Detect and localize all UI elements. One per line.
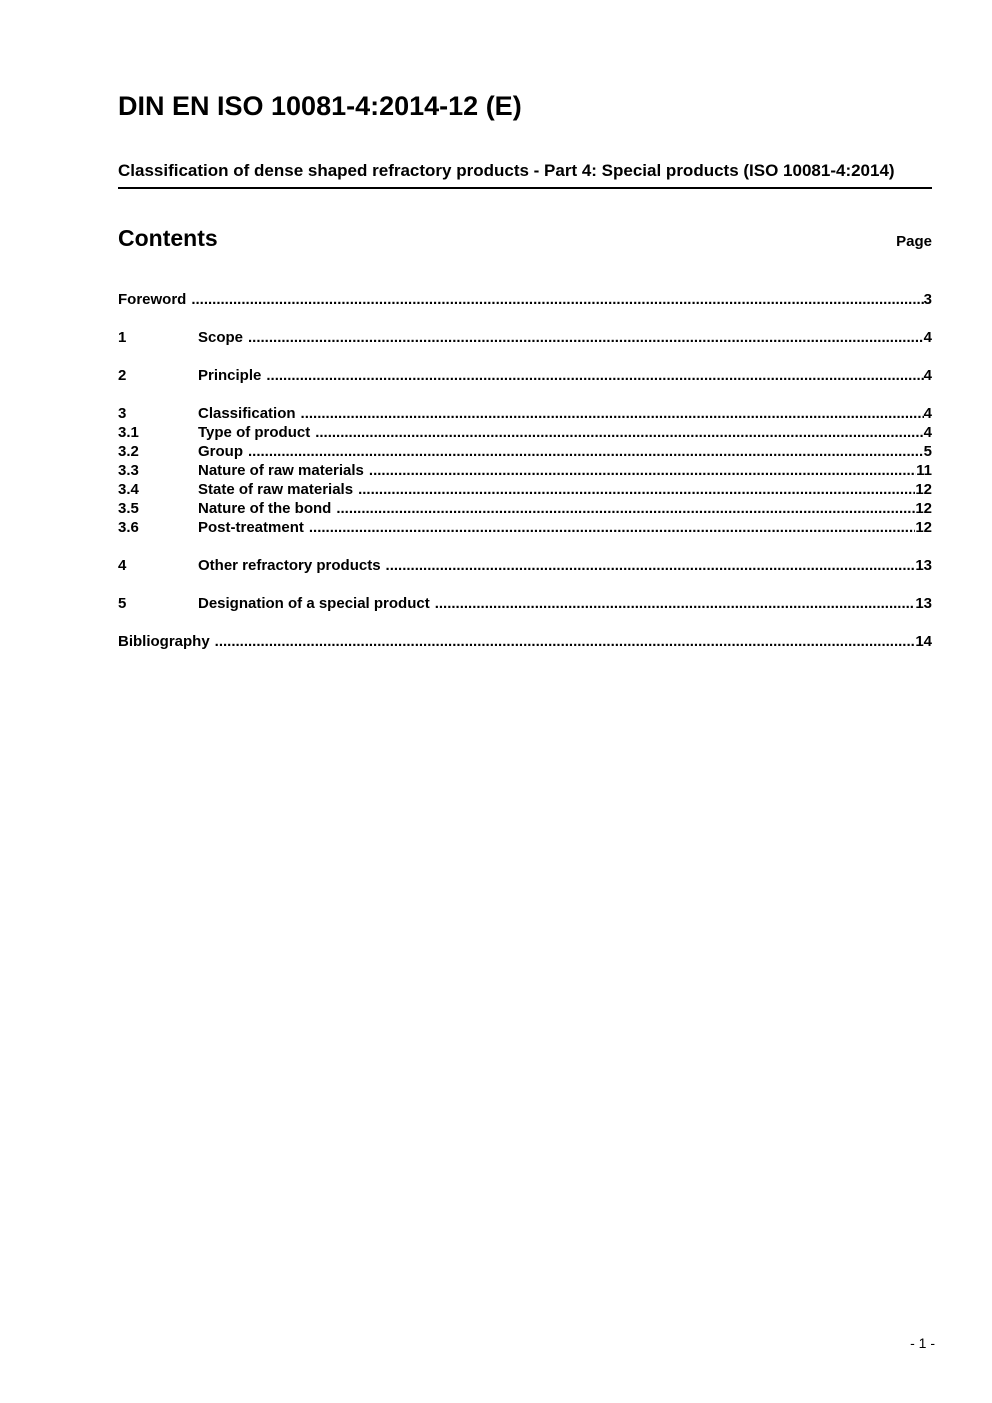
toc-entry-page: 3 (923, 291, 932, 308)
toc-entry-number: 3.6 (118, 519, 139, 536)
page-column-label: Page (896, 233, 932, 250)
document-content (118, 0, 932, 651)
toc-entry-label: Post-treatment (198, 519, 304, 536)
toc-entry-label: Principle (198, 367, 262, 384)
toc-entry (118, 632, 932, 651)
toc-entry-number: 1 (118, 329, 127, 346)
toc-entry-label: Scope (198, 329, 244, 346)
toc-entry-label: Type of product (198, 424, 311, 441)
toc-dot-leader (336, 499, 915, 518)
toc-entry-number: 3 (118, 405, 127, 422)
toc-entry (118, 366, 932, 385)
toc-entry (118, 518, 932, 537)
toc-entry-page: 12 (915, 481, 932, 498)
toc-entry (118, 423, 932, 442)
toc-entry-label: Bibliography (118, 633, 210, 650)
footer-page-number: - 1 - (910, 1335, 935, 1351)
toc-entry (118, 480, 932, 499)
toc-entry-number: 3.1 (118, 424, 139, 441)
contents-header (118, 224, 932, 252)
toc-entry (118, 556, 932, 575)
toc-entry-number: 3.2 (118, 443, 139, 460)
toc-dot-leader (215, 632, 916, 651)
document-title: DIN EN ISO 10081-4:2014-12 (E) (118, 91, 522, 121)
toc-entry-page: 4 (923, 405, 932, 422)
toc-entry-page: 5 (923, 443, 932, 460)
toc-dot-leader (248, 328, 924, 347)
toc-dot-leader (358, 480, 915, 499)
toc-dot-leader (435, 594, 916, 613)
toc-entry-number: 3.5 (118, 500, 139, 517)
toc-entry-label: State of raw materials (198, 481, 354, 498)
toc-dot-leader (248, 442, 924, 461)
toc-entry (118, 461, 932, 480)
toc-entry-page: 13 (915, 557, 932, 574)
toc-dot-leader (315, 423, 923, 442)
toc-dot-leader (301, 404, 924, 423)
toc-dot-leader (369, 461, 916, 480)
toc-entry-label: Group (198, 443, 243, 460)
toc-entry-page: 12 (915, 500, 932, 517)
toc-dot-leader (386, 556, 916, 575)
toc-entry-number: 2 (118, 367, 127, 384)
document-subtitle: Classification of dense shaped refractory products - Part 4: Special products (ISO 10081-4:2014) (118, 158, 932, 189)
toc-entry-page: 12 (915, 519, 932, 536)
toc-entry-label: Other refractory products (198, 557, 381, 574)
table-of-contents (118, 290, 932, 651)
toc-entry (118, 594, 932, 613)
toc-entry (118, 404, 932, 423)
toc-entry-page: 14 (915, 633, 932, 650)
toc-entry-label: Foreword (118, 291, 187, 308)
toc-entry (118, 499, 932, 518)
toc-dot-leader (266, 366, 923, 385)
toc-entry-page: 4 (923, 424, 932, 441)
toc-entry-page: 11 (916, 462, 932, 479)
toc-entry-label: Classification (198, 405, 296, 422)
toc-entry-page: 4 (923, 367, 932, 384)
toc-entry-label: Designation of a special product (198, 595, 430, 612)
toc-entry-number: 3.4 (118, 481, 139, 498)
toc-entry-label: Nature of the bond (198, 500, 332, 517)
toc-entry-number: 4 (118, 557, 127, 574)
toc-entry-number: 5 (118, 595, 127, 612)
toc-dot-leader (191, 290, 923, 309)
contents-heading: Contents (118, 225, 218, 251)
toc-entry (118, 290, 932, 309)
toc-entry-number: 3.3 (118, 462, 139, 479)
toc-entry-page: 13 (915, 595, 932, 612)
toc-entry-label: Nature of raw materials (198, 462, 364, 479)
toc-entry (118, 328, 932, 347)
toc-dot-leader (309, 518, 915, 537)
toc-entry (118, 442, 932, 461)
toc-entry-page: 4 (923, 329, 932, 346)
